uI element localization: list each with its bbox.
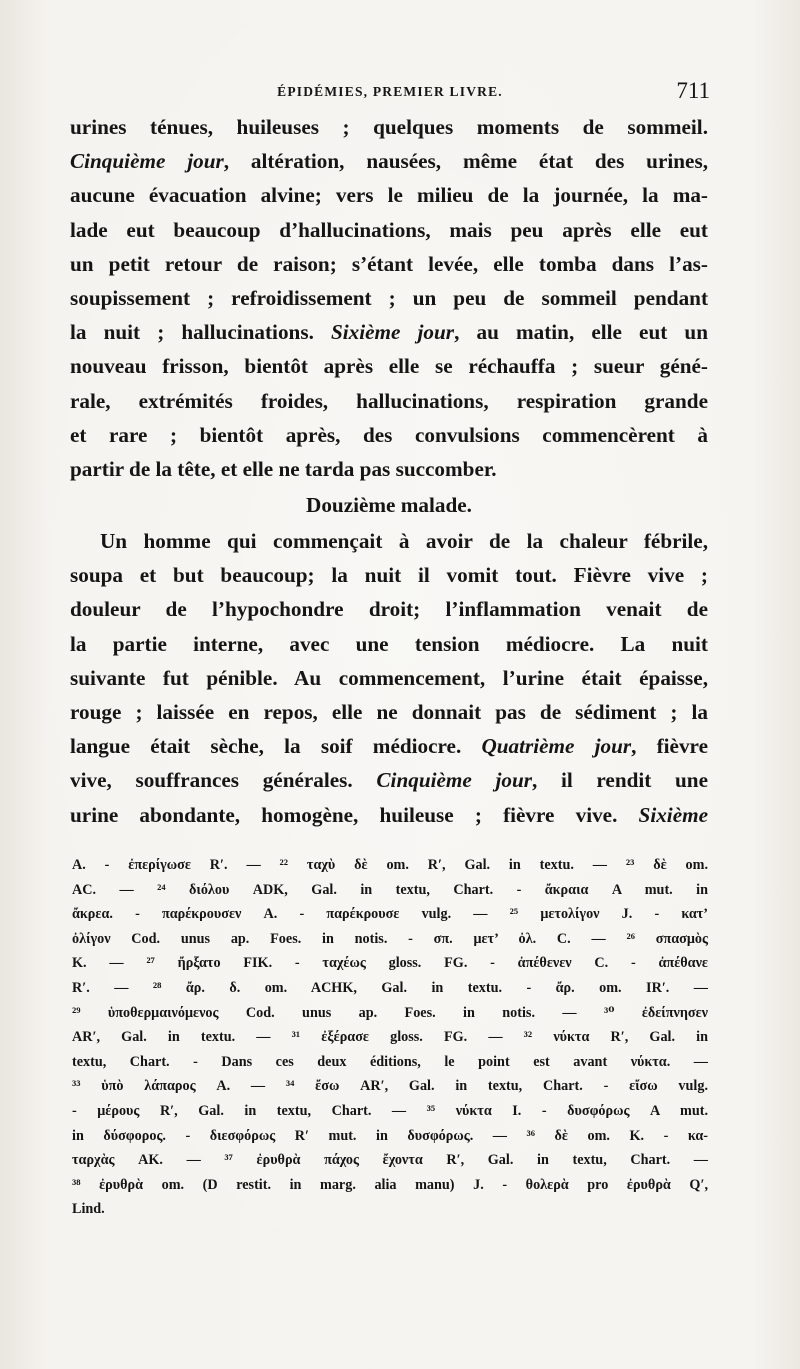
italic-phrase: Cinquième jour — [70, 149, 224, 174]
text-line: lade eut beaucoup d’hallucinations, mais peu après elle eut — [70, 217, 708, 242]
text-line: vive, souffrances générales. Cinquième jour, il rendit une — [70, 768, 708, 793]
italic-phrase: Sixième jour — [330, 320, 455, 345]
footnote-line: K. — ²⁷ ἤρξατο FIK. - ταχέως gloss. FG. - ἀπέθενεν C. - ἀπέθανε — [72, 955, 708, 972]
footnote-line: ²⁹ ὑποθερμαινόμενος Cod. unus ap. Foes. in notis. — ³⁰ ἐδείπνησεν — [72, 1004, 708, 1021]
footnote-line: ταρχὰς AK. — ³⁷ ἐρυθρὰ πάχος ἔχοντα R′, Gal. in textu, Chart. — — [72, 1152, 708, 1169]
text-line: rale, extrémités froides, hallucinations, respiration grande — [70, 388, 708, 413]
footnote-line: in δύσφορος. - διεσφόρως R′ mut. in δυσφόρως. — ³⁶ δὲ om. K. - κα- — [72, 1127, 708, 1144]
main-text — [70, 110, 708, 832]
footnote-line: Lind. — [72, 1201, 105, 1218]
italic-phrase: Cinquième jour — [376, 768, 532, 793]
text-line: Un homme qui commençait à avoir de la chaleur fébrile, — [100, 529, 708, 554]
footnote-line: ὀλίγον Cod. unus ap. Foes. in notis. - σπ. μετ’ ὀλ. C. — ²⁶ σπασμὸς — [72, 930, 708, 947]
page-number: 711 — [676, 78, 710, 103]
text-line: la nuit ; hallucinations. Sixième jour, au matin, elle eut un — [70, 320, 708, 345]
footnote-line: textu, Chart. - Dans ces deux éditions, le point est avant νύκτα. — — [72, 1053, 708, 1070]
text-line: urines ténues, huileuses ; quelques moments de sommeil. — [70, 115, 708, 139]
text-line: rouge ; laissée en repos, elle ne donnait pas de sédiment ; la — [70, 700, 708, 724]
footnotes — [72, 853, 708, 1222]
text-line: partir de la tête, et elle ne tarda pas succomber. — [70, 456, 497, 481]
text-line: urine abondante, homogène, huileuse ; fièvre vive. Sixième — [70, 802, 708, 827]
footnote-line: - μέρους R′, Gal. in textu, Chart. — ³⁵ νύκτα I. - δυσφόρως A mut. — [72, 1102, 708, 1119]
text-line: Cinquième jour, altération, nausées, même état des urines, — [70, 149, 708, 174]
text-line: douleur de l’hypochondre droit; l’inflammation venait de — [70, 597, 708, 622]
footnote-line: ³³ ὑπὸ λάπαρος A. — ³⁴ ἔσω AR′, Gal. in textu, Chart. - εἴσω vulg. — [72, 1078, 708, 1095]
text-line: soupissement ; refroidissement ; un peu de sommeil pendant — [70, 285, 708, 310]
footnote-line: AC. — ²⁴ διόλου ADK, Gal. in textu, Chart. - ἄκραια A mut. in — [72, 881, 708, 898]
text-line: aucune évacuation alvine; vers le milieu de la journée, la ma- — [70, 183, 708, 208]
text-line: soupa et but beaucoup; la nuit il vomit tout. Fièvre vive ; — [70, 563, 708, 588]
text-line: un petit retour de raison; s’étant levée, elle tomba dans l’as- — [70, 251, 708, 276]
running-title: ÉPIDÉMIES, PREMIER LIVRE. — [277, 84, 503, 99]
italic-phrase: Quatrième jour — [481, 734, 632, 759]
text-line: langue était sèche, la soif médiocre. Quatrième jour, fièvre — [70, 734, 708, 759]
footnote-line: AR′, Gal. in textu. — ³¹ ἐξέρασε gloss. FG. — ³² νύκτα R′, Gal. in — [72, 1029, 708, 1046]
italic-phrase: Sixième — [638, 802, 708, 827]
section-heading: Douzième malade. — [306, 493, 472, 518]
text-line: la partie interne, avec une tension médiocre. La nuit — [70, 631, 708, 656]
footnote-line: ἄκρεα. - παρέκρουσεν A. - παρέκρουσε vulg. — ²⁵ μετολίγον J. - κατ’ — [72, 906, 708, 923]
text-line: et rare ; bientôt après, des convulsions commencèrent à — [70, 422, 708, 447]
footnote-line: ³⁸ ἐρυθρὰ om. (D restit. in marg. alia manu) J. - θολερὰ pro ἐρυθρὰ Q′, — [72, 1176, 708, 1193]
text-line: suivante fut pénible. Au commencement, l’urine était épaisse, — [70, 665, 708, 690]
text-line: nouveau frisson, bientôt après elle se réchauffa ; sueur géné- — [70, 354, 708, 379]
footnote-line: A. - ἐπερίγωσε R′. — ²² ταχὺ δὲ om. R′, Gal. in textu. — ²³ δὲ om. — [72, 857, 708, 873]
footnote-line: R′. — ²⁸ ἄρ. δ. om. ACHK, Gal. in textu. - ἄρ. om. IR′. — — [72, 979, 708, 996]
page-header — [70, 80, 710, 110]
